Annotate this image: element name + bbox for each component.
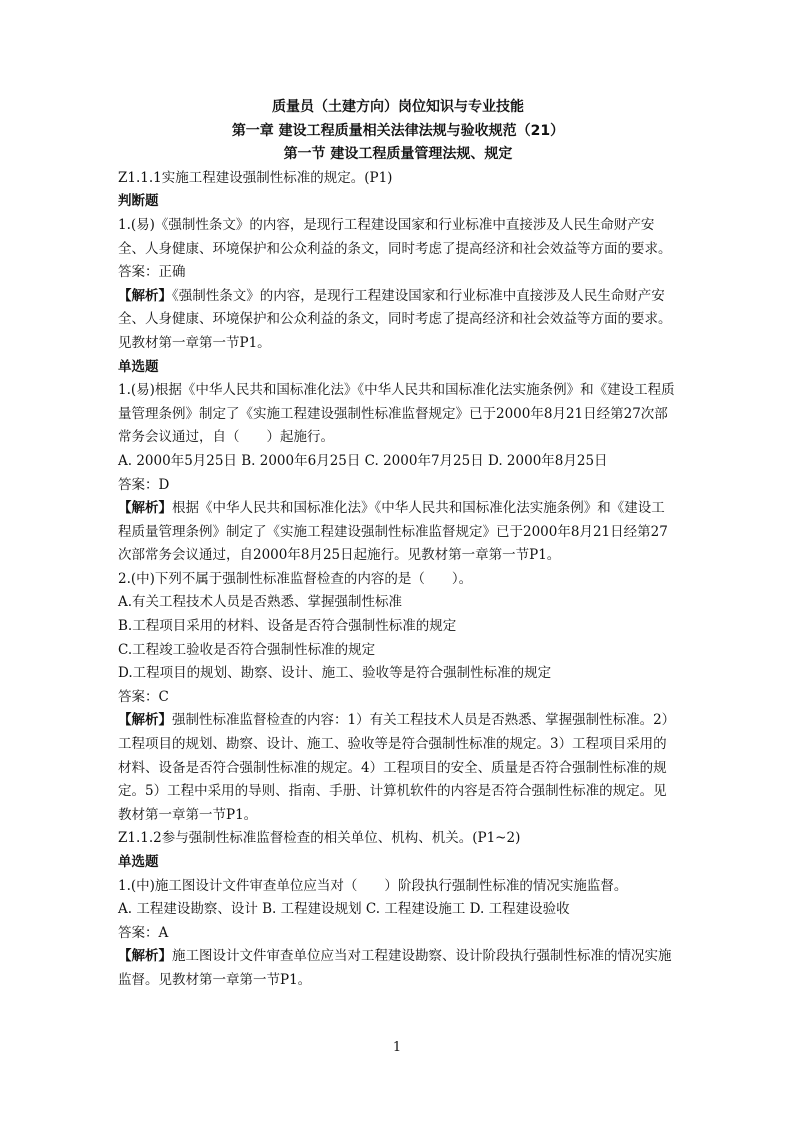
question-stem: 2.(中)下列不属于强制性标准监督检查的内容的是（ ）。 [118,570,473,587]
analysis [118,285,678,356]
analysis-text: 强制性标准监督检查的内容：1）有关工程技术人员是否熟悉、掌握强制性标准。2）工程项目的规划、勘察、设计、施工、验收等是符合强制性标准的规定。3）工程项目采用的材料、设备是否符合强制性标准的规定。4）工程项目的安全、质量是否符合强制性标准的规定。5）工程中采用的导则、指南、手册、计算机软件的内容是否符合强制性标准的规定。见教材第一章第一节P1。 [118,712,676,823]
knowledge-point-heading: Z1.1.2参与强制性标准监督检查的相关单位、机构、机关。(P1~2) [118,830,521,847]
question-stem: 1.(易)《强制性条文》的内容，是现行工程建设国家和行业标准中直接涉及人民生命财产安全、人身健康、环境保护和公众利益的条文，同时考虑了提高经济和社会效益等方面的要求。 [118,216,672,257]
analysis [118,709,678,827]
analysis-label: 【解析】 [118,712,172,729]
analysis-text: 根据《中华人民共和国标准化法》《中华人民共和国标准化法实施条例》和《建设工程质量管理条例》制定了《实施工程建设强制性标准监督规定》已于2000年8月21日经第27次部常务会议通过，自2000年8月25日起施行。见教材第一章第一节P1。 [118,500,668,564]
question-options: A. 工程建设勘察、设计 B. 工程建设规划 C. 工程建设施工 D. 工程建设验收 [118,901,570,918]
option-a: A.有关工程技术人员是否熟悉、掌握强制性标准 [118,594,403,611]
question-stem: 1.(中)施工图设计文件审查单位应当对（ ）阶段执行强制性标准的情况实施监督。 [118,877,628,894]
answer: 答案：正确 [118,264,186,281]
analysis-label: 【解析】 [118,948,172,965]
analysis [118,945,678,992]
book-title: 质量员（土建方向）岗位知识与专业技能 [272,99,524,115]
option-c: C.工程竣工验收是否符合强制性标准的规定 [118,641,376,658]
single-choice-heading: 单选题 [118,358,159,375]
analysis-text: 施工图设计文件审查单位应当对工程建设勘察、设计阶段执行强制性标准的情况实施监督。见教材第一章第一节P1。 [118,948,672,988]
document-content [118,96,678,993]
answer: 答案：D [118,476,170,493]
answer: 答案：A [118,924,169,941]
analysis-label: 【解析】 [118,287,172,304]
analysis-text: 《强制性条文》的内容，是现行工程建设国家和行业标准中直接涉及人民生命财产安全、人身健康、环境保护和公众利益的条文，同时考虑了提高经济和社会效益等方面的要求。见教材第一章第一节P1。 [118,287,672,351]
option-b: B.工程项目采用的材料、设备是否符合强制性标准的规定 [118,618,457,635]
true-false-heading: 判断题 [118,193,159,210]
question-stem: 1.(易)根据《中华人民共和国标准化法》《中华人民共和国标准化法实施条例》和《建设工程质量管理条例》制定了《实施工程建设强制性标准监督规定》已于2000年8月21日经第27次部常务会议通过，自（ ）起施行。 [118,382,675,446]
page-number: 1 [392,1040,402,1055]
answer: 答案：C [118,688,169,705]
question-options: A. 2000年5月25日 B. 2000年6月25日 C. 2000年7月25日 D. 2000年8月25日 [118,452,608,469]
single-choice-heading: 单选题 [118,854,159,870]
knowledge-point-heading: Z1.1.1实施工程建设强制性标准的规定。(P1) [118,169,393,186]
chapter-title: 第一章 建设工程质量相关法律法规与验收规范（21） [231,122,565,139]
analysis-label: 【解析】 [118,500,172,517]
analysis [118,497,678,568]
option-d: D.工程项目的规划、勘察、设计、施工、验收等是符合强制性标准的规定 [118,665,552,682]
section-title: 第一节 建设工程质量管理法规、规定 [283,146,513,163]
